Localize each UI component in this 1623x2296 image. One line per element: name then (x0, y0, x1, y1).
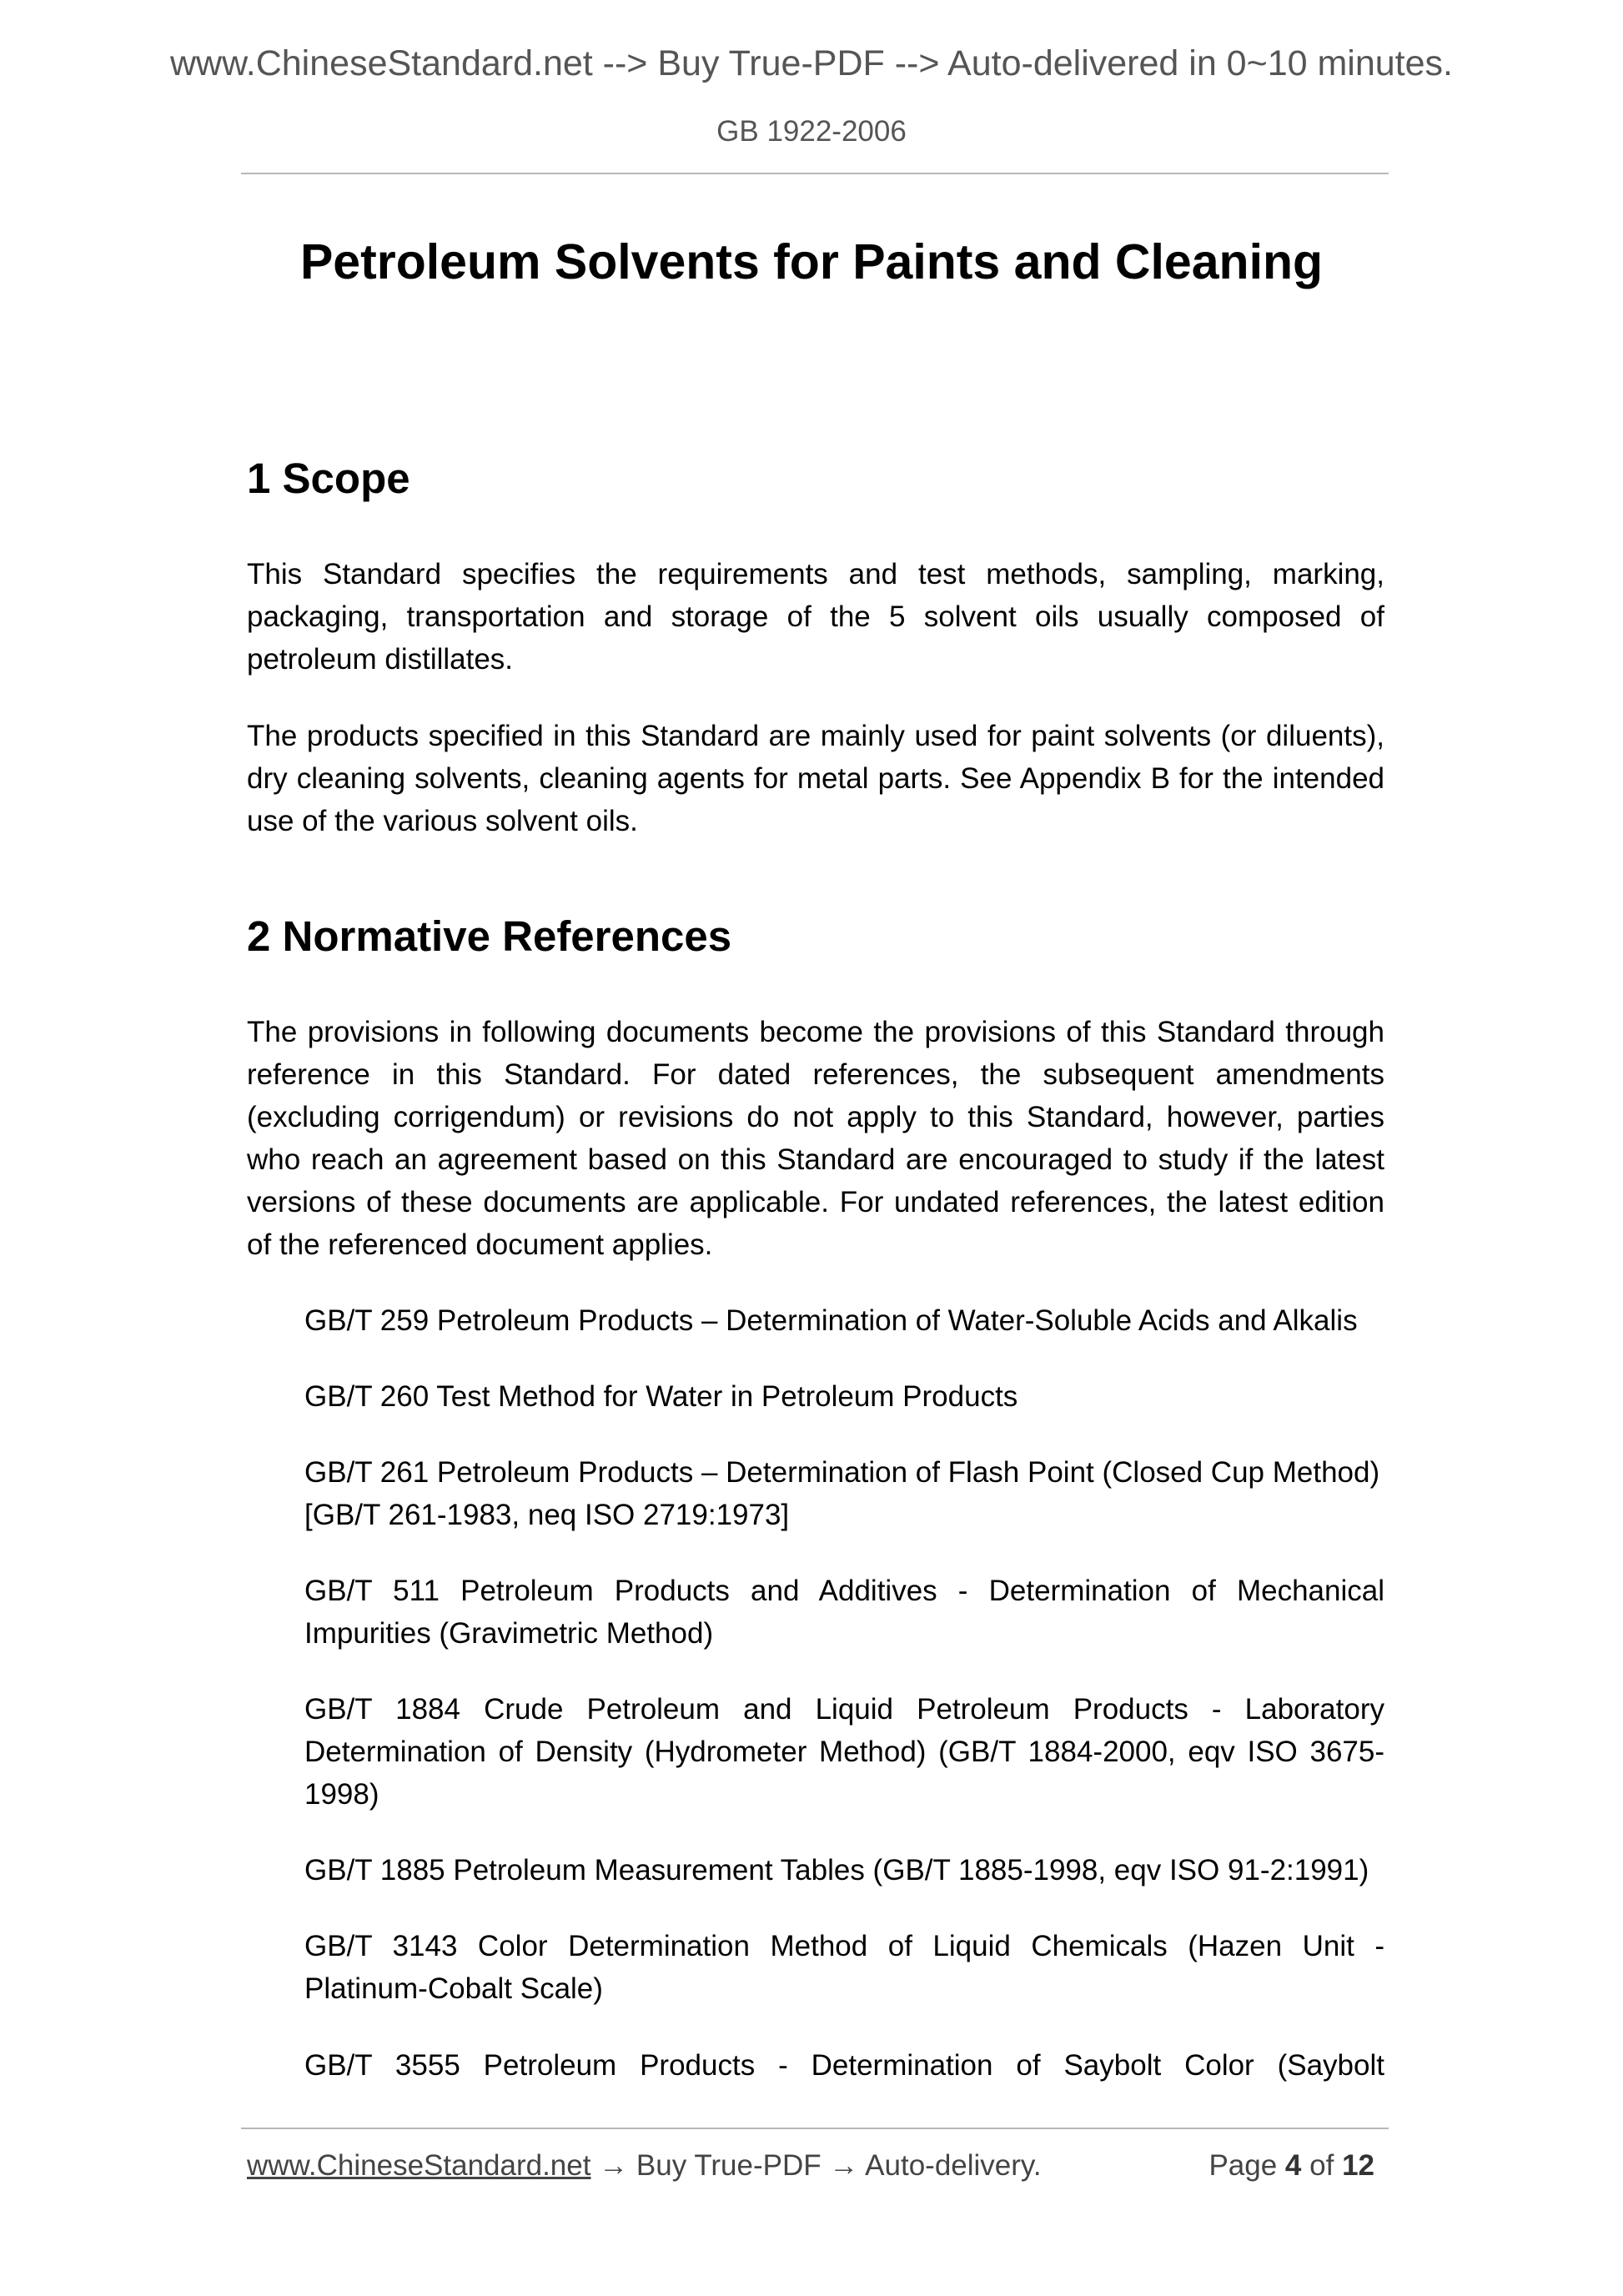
section-heading-scope: 1 Scope (247, 455, 410, 502)
footer-divider (241, 2128, 1389, 2129)
reference-gbt-3143: GB/T 3143 Color Determination Method of Liquid Chemicals (Hazen Unit - Platinum-Cobalt Scale) (304, 1930, 1384, 2005)
reference-gbt-511: GB/T 511 Petroleum Products and Additives - Determination of Mechanical Impurities (Gravimetric Method) (304, 1575, 1384, 1650)
reference-gbt-259: GB/T 259 Petroleum Products – Determination of Water-Soluble Acids and Alkalis (304, 1304, 1358, 1337)
footer-left (247, 2149, 1042, 2183)
page-number: 4 (1284, 2149, 1302, 2182)
reference-gbt-3555: GB/T 3555 Petroleum Products - Determination of Saybolt Color (Saybolt (304, 2049, 1384, 2082)
footer-delivery-text: → Buy True-PDF → Auto-delivery. (590, 2149, 1042, 2182)
footer-website-link[interactable]: www.ChineseStandard.net (247, 2149, 591, 2182)
header-divider (241, 173, 1389, 174)
scope-paragraph-1: This Standard specifies the requirements and test methods, sampling, marking, packaging, transportation and storage of the 5 solvent oils usually composed of petroleum distillates. (247, 558, 1384, 676)
reference-gbt-1884: GB/T 1884 Crude Petroleum and Liquid Petroleum Products - Laboratory Determination of Density (Hydrometer Method) (GB/T 1884-2000, eqv ISO 3675-1998) (304, 1693, 1384, 1811)
section-heading-normative-references: 2 Normative References (247, 912, 732, 960)
total-pages: 12 (1342, 2149, 1374, 2182)
reference-gbt-260: GB/T 260 Test Method for Water in Petroleum Products (304, 1380, 1018, 1413)
top-banner: www.ChineseStandard.net --> Buy True-PDF --> Auto-delivered in 0~10 minutes. (169, 43, 1453, 83)
reference-gbt-261-note: [GB/T 261-1983, neq ISO 2719:1973] (304, 1499, 790, 1531)
page-label: Page (1208, 2149, 1278, 2182)
scope-paragraph-2: The products specified in this Standard are mainly used for paint solvents (or diluents), dry cleaning solvents, cleaning agents for metal parts. See Appendix B for the intended use of the various solvent oils. (247, 720, 1384, 837)
of-label: of (1309, 2149, 1334, 2182)
normative-references-paragraph: The provisions in following documents become the provisions of this Standard through reference in this Standard. For dated references, the subsequent amendments (excluding corrigendum) or revisions do not apply to this Standard, however, parties who reach an agreement based on this Standard are encouraged to study if the latest versions of these documents are applicable. For undated references, the latest edition of the referenced document applies. (247, 1016, 1384, 1261)
page-indicator (1208, 2149, 1374, 2183)
document-code: GB 1922-2006 (716, 115, 907, 148)
reference-gbt-261: GB/T 261 Petroleum Products – Determination of Flash Point (Closed Cup Method) (304, 1456, 1380, 1489)
document-title: Petroleum Solvents for Paints and Cleaning (299, 234, 1324, 289)
reference-gbt-1885: GB/T 1885 Petroleum Measurement Tables (GB/T 1885-1998, eqv ISO 91-2:1991) (304, 1854, 1369, 1887)
